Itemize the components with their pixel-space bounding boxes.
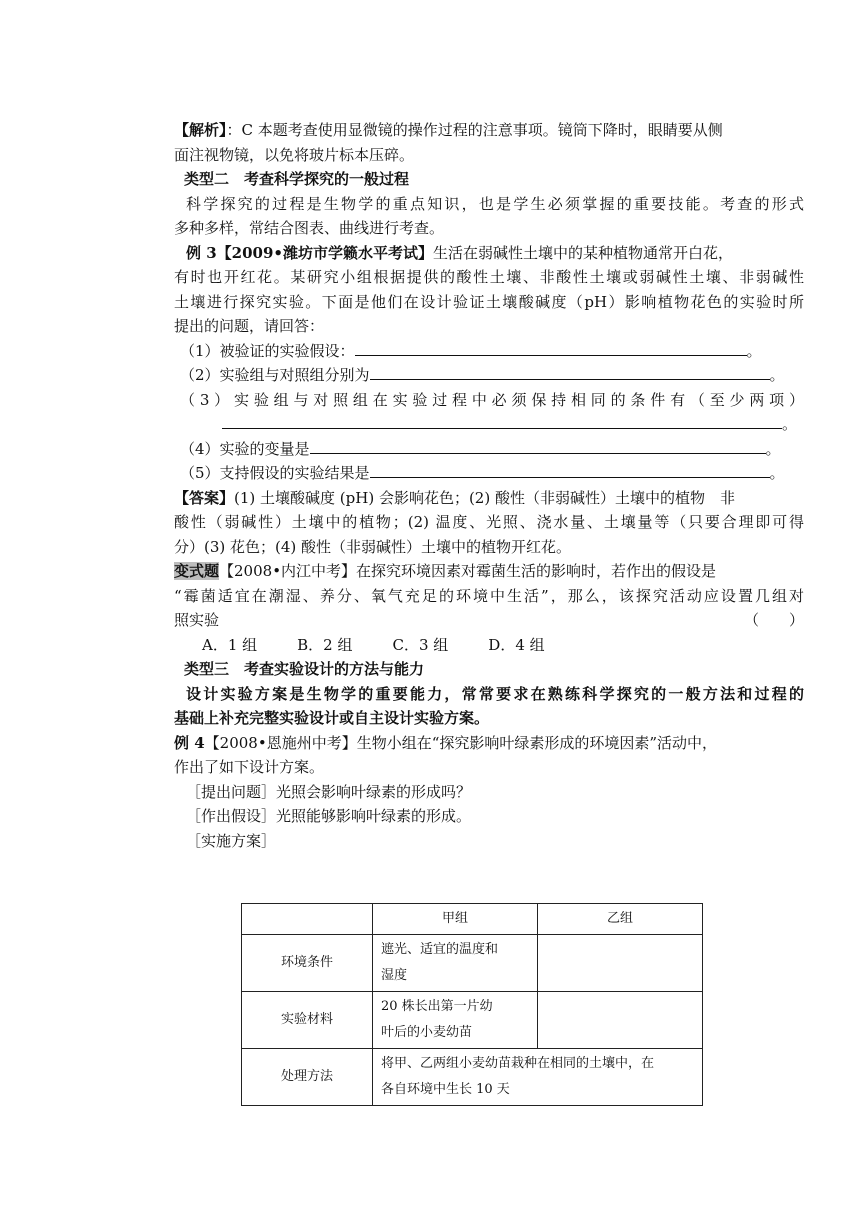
variant-line-2: “霉菌适宜在潮湿、养分、氧气充足的环境中生活”，那么，该探究活动应设置几组对 (174, 586, 804, 605)
table-row (242, 935, 703, 992)
variant-line-1: 变式题【2008•内江中考】在探究环境因素对霉菌生活的影响时，若作出的假设是 (174, 562, 717, 580)
answer-blank-1[interactable] (355, 339, 747, 356)
document-page (174, 118, 804, 853)
type2-intro-1: 科学探究的过程是生物学的重点知识，也是学生必须掌握的重要技能。考查的形式 (186, 194, 804, 213)
example4-hypothesis: ［作出假设］光照能够影响叶绿素的形成。 (186, 807, 472, 825)
variant-source: 【2008•内江中考】 (219, 562, 357, 580)
table-header-group-b: 乙组 (538, 904, 703, 935)
option-a[interactable]: A．1 组 (202, 635, 258, 654)
example4-line-2: 作出了如下设计方案。 (174, 758, 325, 776)
example3-source: 【2009•潍坊市学籁水平考试】 (216, 243, 434, 262)
option-b[interactable]: B．2 组 (297, 635, 353, 654)
table-cell: 20 株长出第一片幼 叶后的小麦幼苗 (373, 992, 538, 1049)
example3-line-3: 土壤进行探究实验。下面是他们在设计验证土壤酸碱度（pH）影响植物花色的实验时所 (174, 292, 804, 311)
table-row (242, 992, 703, 1049)
analysis-line-2: 面注视物镜，以免将玻片标本压碎。 (174, 145, 415, 164)
type2-intro-2: 多种多样，常结合图表、曲线进行考查。 (174, 219, 445, 237)
example3-line-4: 提出的问题，请回答： (174, 317, 325, 335)
variant-label: 变式题 (174, 562, 220, 580)
question-5: （5）支持假设的实验结果是 。 (174, 461, 804, 486)
answer-blank-4[interactable] (310, 437, 766, 454)
variant-line-3: 照实验 （ ） (174, 608, 804, 633)
table-cell-empty[interactable] (538, 992, 703, 1049)
table-row-label: 环境条件 (242, 935, 373, 992)
answer-blank-5[interactable] (370, 461, 770, 478)
table-cell-empty[interactable] (538, 935, 703, 992)
table-header-group-a: 甲组 (373, 904, 538, 935)
table-cell-merged: 将甲、乙两组小麦幼苗栽种在相同的土壤中，在 各自环境中生长 10 天 (373, 1049, 703, 1106)
type3-intro-1: 设计实验方案是生物学的重要能力，常常要求在熟练科学探究的一般方法和过程的 (186, 684, 804, 703)
example4-source: 【2008•恩施州中考】 (204, 733, 357, 752)
question-2: （2）实验组与对照组分别为 。 (174, 363, 804, 388)
table-header-empty (242, 904, 373, 935)
example4-question: ［提出问题］光照会影响叶绿素的形成吗？ (186, 782, 472, 801)
table-row-label: 处理方法 (242, 1049, 373, 1106)
table-row (242, 1049, 703, 1106)
analysis-label: 【解析】 (174, 121, 227, 139)
experiment-table (241, 903, 703, 1106)
example3-label: 例 3 (186, 243, 217, 262)
example4-label: 例 4 (174, 733, 205, 752)
variant-options (174, 633, 804, 658)
example4-plan: ［实施方案］ (186, 831, 277, 850)
table-cell: 遮光、适宜的温度和 湿度 (373, 935, 538, 992)
option-d[interactable]: D．4 组 (488, 635, 545, 654)
analysis-line-1: 【解析】：C 本题考查使用显微镜的操作过程的注意事项。镜筒下降时，眼睛要从侧 (174, 121, 723, 139)
answer-line-2: 酸性（弱碱性）土壤中的植物；(2) 温度、光照、浇水量、土壤量等（只要合理即可得 (174, 513, 804, 531)
answer-blank-2[interactable] (370, 363, 770, 380)
question-3-blank-line: 。 (174, 412, 804, 437)
example4-line-1: 例 4【2008•恩施州中考】生物小组在“探究影响叶绿素形成的环境因素”活动中， (174, 733, 718, 752)
table-header-row (242, 904, 703, 935)
type3-intro-2: 基础上补充完整实验设计或自主设计实验方案。 (174, 709, 490, 727)
table-row-label: 实验材料 (242, 992, 373, 1049)
answer-label: 【答案】 (174, 488, 235, 507)
question-1: （1）被验证的实验假设： 。 (174, 339, 804, 364)
answer-blank-3[interactable] (222, 412, 782, 429)
option-c[interactable]: C．3 组 (392, 635, 449, 654)
answer-line-1: 【答案】(1) 土壤酸碱度 (pH) 会影响花色；(2) 酸性（非弱碱性）土壤中的植物 非 (174, 488, 735, 507)
question-4: （4）实验的变量是 。 (174, 437, 804, 462)
type3-heading: 类型三 考查实验设计的方法与能力 (184, 660, 425, 678)
type2-heading: 类型二 考查科学探究的一般过程 (184, 170, 410, 188)
example3-line-1: 例 3【2009•潍坊市学籁水平考试】生活在弱碱性土壤中的某种植物通常开白花， (186, 243, 734, 262)
answer-bracket[interactable]: （ ） (743, 611, 804, 629)
answer-line-3: 分）(3) 花色；(4) 酸性（非弱碱性）土壤中的植物开红花。 (174, 537, 572, 556)
question-3: （3）实验组与对照组在实验过程中必须保持相同的条件有（至少两项） (180, 390, 804, 409)
example3-line-2: 有时也开红花。某研究小组根据提供的酸性土壤、非酸性土壤或弱碱性土壤、非弱碱性 (174, 268, 804, 286)
